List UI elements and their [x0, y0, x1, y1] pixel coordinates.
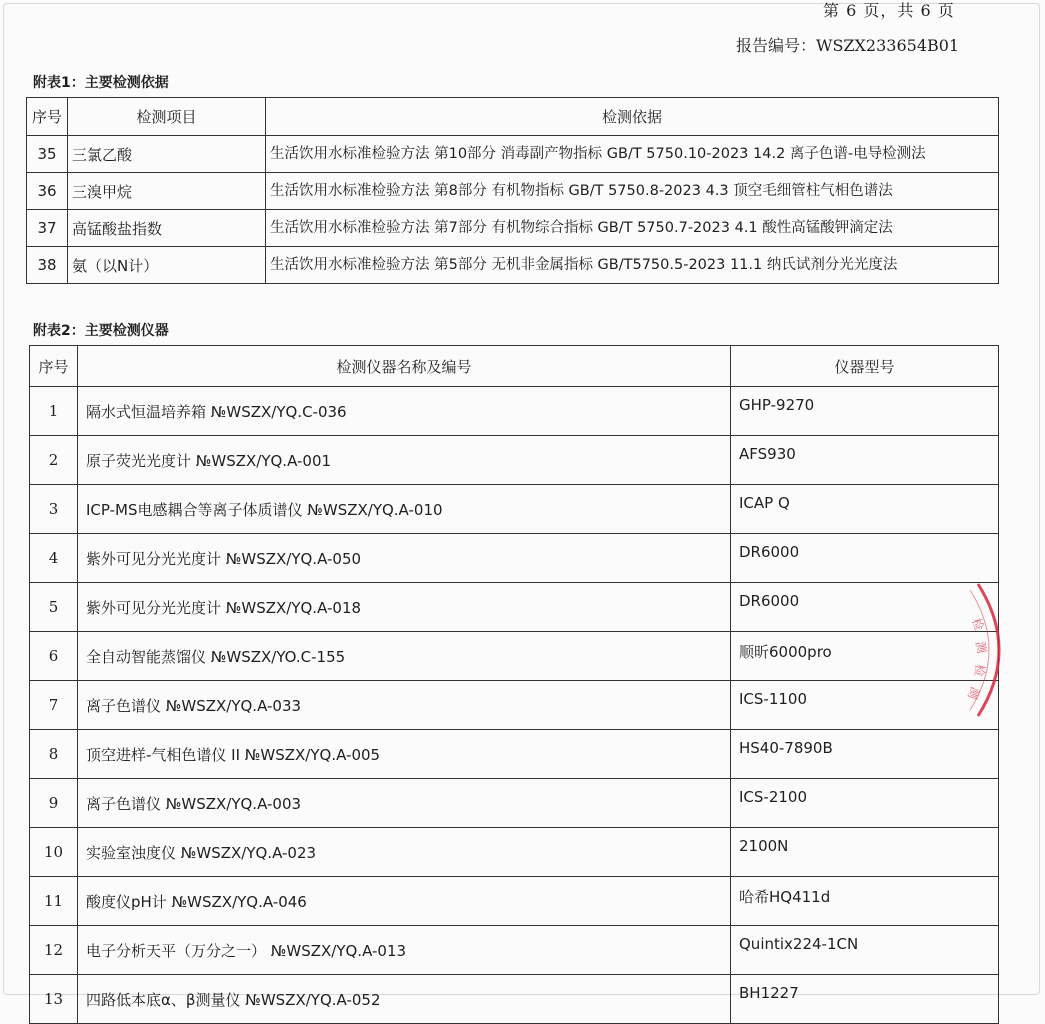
instrument-name: 离子色谱仪 №WSZX/YQ.A-033 [78, 681, 731, 730]
instrument-model: DR6000 [731, 534, 999, 583]
instrument-name: 离子色谱仪 №WSZX/YQ.A-003 [78, 779, 731, 828]
row-number: 13 [30, 975, 78, 1024]
table-row [27, 210, 999, 247]
header-item: 检测项目 [68, 98, 266, 136]
instrument-name: 顶空进样-气相色谱仪 II №WSZX/YQ.A-005 [78, 730, 731, 779]
instrument-model: ICS-1100 [731, 681, 999, 730]
table-row [30, 681, 999, 730]
svg-text:检: 检 [971, 663, 987, 677]
test-basis: 生活饮用水标准检验方法 第7部分 有机物综合指标 GB/T 5750.7-2023 4.1 酸性高锰酸钾滴定法 [266, 210, 999, 247]
instrument-model: 顺昕6000pro [731, 632, 999, 681]
row-number: 1 [30, 387, 78, 436]
table-row [30, 436, 999, 485]
instrument-name: 四路低本底α、β测量仪 №WSZX/YQ.A-052 [78, 975, 731, 1024]
instrument-name: 酸度仪pH计 №WSZX/YQ.A-046 [78, 877, 731, 926]
report-number: 报告编号：WSZX233654B01 [736, 36, 960, 55]
test-item: 氨（以N计） [68, 247, 266, 284]
table-row [30, 534, 999, 583]
instrument-model: ICAP Q [731, 485, 999, 534]
instrument-model: GHP-9270 [731, 387, 999, 436]
row-number: 38 [27, 247, 68, 284]
test-item: 高锰酸盐指数 [68, 210, 266, 247]
table-row [30, 779, 999, 828]
table-row [30, 485, 999, 534]
table-row [30, 828, 999, 877]
appendix1-table [26, 97, 999, 284]
header-seq: 序号 [27, 98, 68, 136]
row-number: 37 [27, 210, 68, 247]
instrument-model: BH1227 [731, 975, 999, 1024]
appendix1-title: 附表1：主要检测依据 [33, 75, 169, 91]
test-basis: 生活饮用水标准检验方法 第5部分 无机非金属指标 GB/T5750.5-2023 11.1 纳氏试剂分光光度法 [266, 247, 999, 284]
instrument-model: 2100N [731, 828, 999, 877]
row-number: 11 [30, 877, 78, 926]
instrument-model: AFS930 [731, 436, 999, 485]
instrument-name: 原子荧光光度计 №WSZX/YQ.A-001 [78, 436, 731, 485]
row-number: 35 [27, 136, 68, 173]
instrument-model: 哈希HQ411d [731, 877, 999, 926]
test-basis: 生活饮用水标准检验方法 第8部分 有机物指标 GB/T 5750.8-2023 4.3 顶空毛细管柱气相色谱法 [266, 173, 999, 210]
table-row [27, 173, 999, 210]
instrument-name: ICP-MS电感耦合等离子体质谱仪 №WSZX/YQ.A-010 [78, 485, 731, 534]
instrument-name: 隔水式恒温培养箱 №WSZX/YQ.C-036 [78, 387, 731, 436]
row-number: 36 [27, 173, 68, 210]
appendix2-title: 附表2：主要检测仪器 [33, 323, 169, 339]
header-instrument: 检测仪器名称及编号 [78, 346, 731, 387]
instrument-model: ICS-2100 [731, 779, 999, 828]
svg-text:测: 测 [965, 684, 983, 702]
row-number: 7 [30, 681, 78, 730]
row-number: 4 [30, 534, 78, 583]
instrument-model: HS40-7890B [731, 730, 999, 779]
instrument-name: 实验室浊度仪 №WSZX/YQ.A-023 [78, 828, 731, 877]
row-number: 10 [30, 828, 78, 877]
appendix2-table [29, 345, 999, 1024]
test-item: 三溴甲烷 [68, 173, 266, 210]
header-basis: 检测依据 [266, 98, 999, 136]
table-row [27, 136, 999, 173]
instrument-model: Quintix224-1CN [731, 926, 999, 975]
appendix1-header-row [27, 98, 999, 136]
row-number: 3 [30, 485, 78, 534]
table-row [30, 926, 999, 975]
table-row [30, 632, 999, 681]
row-number: 12 [30, 926, 78, 975]
row-number: 6 [30, 632, 78, 681]
table-row [30, 975, 999, 1024]
svg-text:检: 检 [969, 616, 987, 633]
header-model: 仪器型号 [731, 346, 999, 387]
instrument-name: 紫外可见分光光度计 №WSZX/YQ.A-050 [78, 534, 731, 583]
page-number: 第 6 页，共 6 页 [823, 1, 955, 20]
test-item: 三氯乙酸 [68, 136, 266, 173]
row-number: 5 [30, 583, 78, 632]
table-row [30, 583, 999, 632]
row-number: 8 [30, 730, 78, 779]
instrument-name: 电子分析天平（万分之一） №WSZX/YQ.A-013 [78, 926, 731, 975]
table-row [27, 247, 999, 284]
svg-text:测: 测 [973, 640, 989, 655]
table-row [30, 877, 999, 926]
test-basis: 生活饮用水标准检验方法 第10部分 消毒副产物指标 GB/T 5750.10-2023 14.2 离子色谱-电导检测法 [266, 136, 999, 173]
instrument-name: 紫外可见分光光度计 №WSZX/YQ.A-018 [78, 583, 731, 632]
row-number: 9 [30, 779, 78, 828]
table-row [30, 387, 999, 436]
table-row [30, 730, 999, 779]
instrument-name: 全自动智能蒸馏仪 №WSZX/YO.C-155 [78, 632, 731, 681]
header-seq: 序号 [30, 346, 78, 387]
row-number: 2 [30, 436, 78, 485]
appendix2-header-row [30, 346, 999, 387]
instrument-model: DR6000 [731, 583, 999, 632]
